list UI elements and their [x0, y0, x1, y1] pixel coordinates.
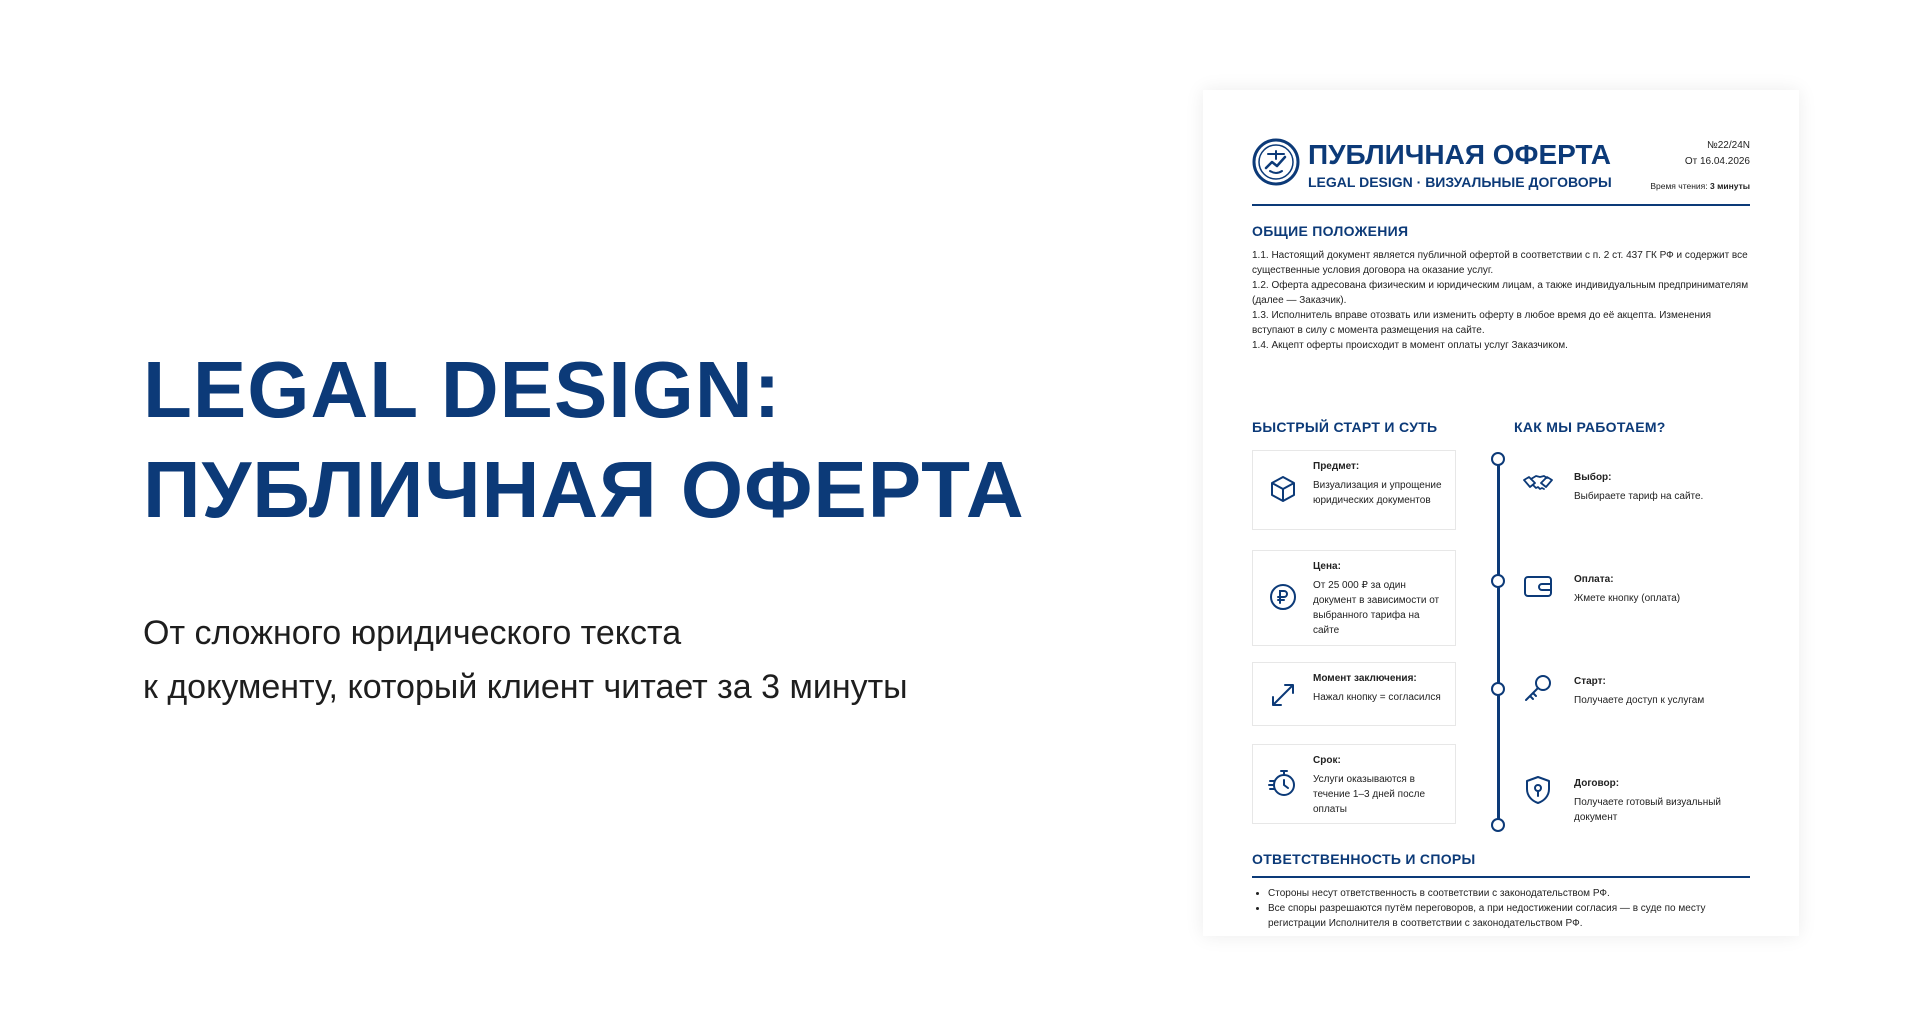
responsibility-title: ОТВЕТСТВЕННОСТЬ И СПОРЫ [1252, 851, 1476, 867]
general-provisions-title: ОБЩИЕ ПОЛОЖЕНИЯ [1252, 223, 1409, 239]
ruble-coin-icon [1267, 581, 1299, 613]
document-meta [1650, 138, 1750, 194]
card-text: Визуализация и упрощение юридических документов [1313, 480, 1442, 506]
list-item: • Стороны несут ответственность в соответствии с законодательством РФ. [1268, 886, 1750, 901]
stopwatch-icon [1267, 767, 1299, 799]
document-title: ПУБЛИЧНАЯ ОФЕРТА [1308, 139, 1611, 170]
reading-time [1650, 178, 1750, 194]
conclusion-moment-card [1252, 662, 1456, 726]
step-label: Договор: [1574, 778, 1620, 789]
step-label: Выбор: [1574, 472, 1612, 483]
step-content [1574, 674, 1750, 708]
timeline-line [1497, 458, 1500, 824]
hero [143, 340, 1103, 714]
step-text: Жмете кнопку (оплата) [1574, 593, 1681, 604]
offer-document-card [1203, 90, 1799, 936]
general-provisions-section [1252, 222, 1750, 353]
general-provisions-text [1252, 248, 1750, 353]
clause: 1.4. Акцепт оферты происходит в момент оплаты услуг Заказчиком. [1252, 340, 1568, 351]
timeline-node [1491, 574, 1505, 588]
card-label: Срок: [1313, 755, 1341, 766]
key-icon [1522, 672, 1554, 704]
card-content [1313, 559, 1445, 638]
card-label: Предмет: [1313, 461, 1360, 472]
hero-title-line-2: ПУБЛИЧНАЯ ОФЕРТА [143, 445, 1025, 534]
scales-handshake-seal-icon [1252, 138, 1300, 186]
document-subtitle: LEGAL DESIGN · ВИЗУАЛЬНЫЕ ДОГОВОРЫ [1308, 174, 1612, 190]
clause: 1.1. Настоящий документ является публичной офертой в соответствии с п. 2 ст. 437 ГК РФ и содержит все существенные условия договора на оказание услуг. [1252, 250, 1748, 276]
hero-subtitle-line-1: От сложного юридического текста [143, 614, 682, 652]
quick-start-section [1252, 418, 1456, 436]
card-label: Цена: [1313, 561, 1341, 572]
step-text: Получаете доступ к услугам [1574, 695, 1705, 706]
subject-card [1252, 450, 1456, 530]
timeline-node [1491, 452, 1505, 466]
cube-icon [1267, 473, 1299, 505]
step-content [1574, 470, 1750, 504]
wallet-icon [1522, 570, 1554, 602]
shield-icon [1522, 774, 1554, 806]
document-header [1252, 138, 1750, 206]
document-content [1252, 138, 1750, 929]
responsibility-section [1252, 850, 1750, 931]
list-item: • Все споры разрешаются путём переговоров, а при недостижении согласия — в суде по месту регистрации Исполнителя в соответствии с законодательством РФ. [1268, 901, 1750, 931]
quick-start-title: БЫСТРЫЙ СТАРТ И СУТЬ [1252, 419, 1438, 435]
step-content [1574, 572, 1750, 606]
clause: 1.2. Оферта адресована физическим и юридическим лицам, а также индивидуальным предпринимателям (далее — Заказчик). [1252, 280, 1749, 306]
handshake-icon [1522, 468, 1554, 500]
price-card [1252, 550, 1456, 646]
card-text: Услуги оказываются в течение 1–3 дней после оплаты [1313, 774, 1426, 815]
section-divider [1252, 876, 1750, 878]
hero-subtitle [143, 606, 1103, 714]
step-text: Получаете готовый визуальный документ [1574, 797, 1721, 823]
document-date: От 16.04.2026 [1684, 156, 1750, 167]
how-we-work-section [1514, 418, 1750, 436]
step-label: Оплата: [1574, 574, 1614, 585]
timeline-node [1491, 818, 1505, 832]
card-text: Нажал кнопку = согласился [1313, 692, 1441, 703]
card-text: От 25 000 ₽ за один документ в зависимости от выбранного тарифа на сайте [1313, 580, 1440, 636]
clause: 1.3. Исполнитель вправе отозвать или изменить оферту в любое время до её акцепта. Изменения вступают в силу с момента размещения на сайте. [1252, 310, 1712, 336]
reading-time-value: 3 минуты [1710, 181, 1750, 191]
document-number: №22/24N [1707, 140, 1750, 151]
step-text: Выбираете тариф на сайте. [1574, 491, 1704, 502]
timeline-node [1491, 682, 1505, 696]
card-label: Момент заключения: [1313, 673, 1417, 684]
hero-title-line-1: LEGAL DESIGN: [143, 345, 782, 434]
card-content [1313, 671, 1445, 705]
step-content [1574, 776, 1750, 825]
how-we-work-title: КАК МЫ РАБОТАЕМ? [1514, 419, 1666, 435]
term-card [1252, 744, 1456, 824]
reading-time-label: Время чтения: [1650, 181, 1708, 191]
card-content [1313, 459, 1445, 508]
diagonal-arrows-icon [1267, 679, 1299, 711]
hero-subtitle-line-2: к документу, который клиент читает за 3 минуты [143, 668, 908, 706]
responsibility-list [1252, 886, 1750, 931]
step-label: Старт: [1574, 676, 1606, 687]
card-content [1313, 753, 1445, 817]
